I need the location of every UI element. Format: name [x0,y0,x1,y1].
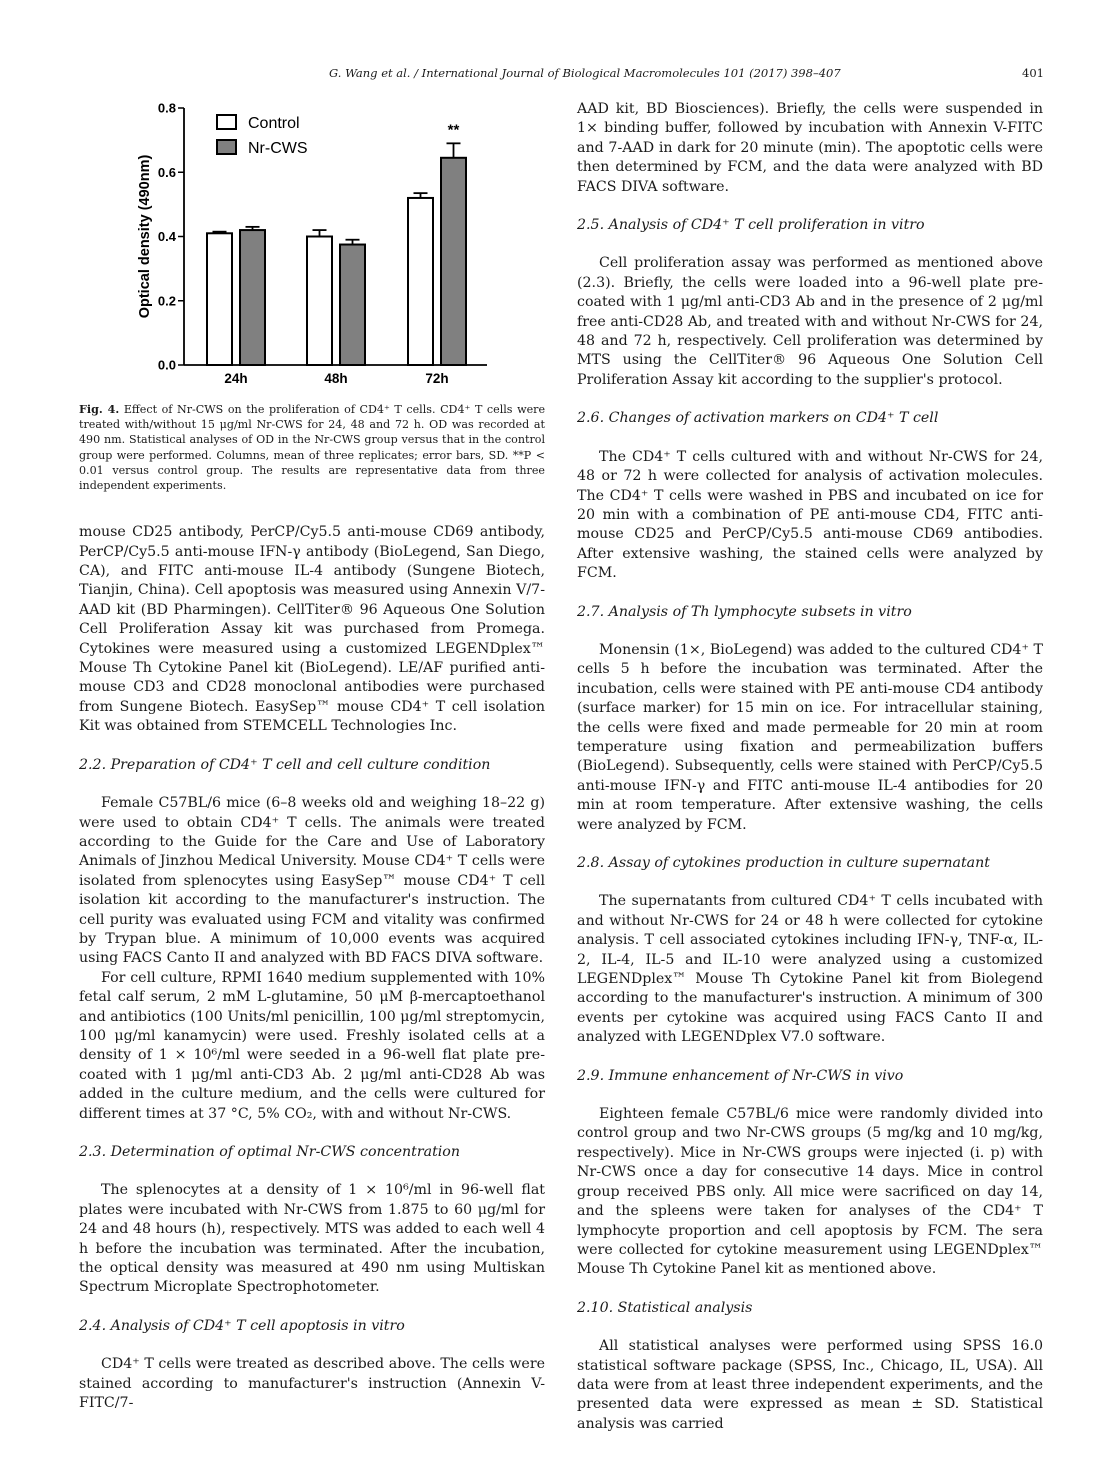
y-tick-label: 0.8 [157,100,176,116]
section-heading-2-4: 2.4. Analysis of CD4⁺ T cell apoptosis in vitro [79,1317,405,1334]
paragraph: The CD4⁺ T cells cultured with and without Nr-CWS for 24, 48 or 72 h were collected for analysis of activation molecules. The CD4⁺ T cells were washed in PBS and incubated on ice for 20 min with a combination of PE anti-mouse CD4, FITC anti-mouse CD25 and PerCP/Cy5.5 anti-mouse CD69 antibodies. After extensive washing, the stained cells were analyzed by FCM. [577,448,1043,582]
y-tick-label: 0.4 [157,229,176,244]
section-heading-2-8: 2.8. Assay of cytokines production in culture supernatant [577,855,990,871]
section-heading-2-10: 2.10. Statistical analysis [577,1299,753,1316]
y-axis-label: Optical density (490nm) [137,154,153,319]
bar-nr-cws-72h [441,158,466,365]
y-tick-label: 0.2 [157,293,176,309]
left-column [79,100,545,1413]
paragraph: mouse CD25 antibody, PerCP/Cy5.5 anti-mouse CD69 antibody, PerCP/Cy5.5 anti-mouse IFN-γ antibody (BioLegend, San Diego, CA), and FITC anti-mouse IL-4 antibody (Sungene Biotech, Tianjin, China). Cell apoptosis was measured using Annexin V/7-AAD kit (BD Pharmingen). CellTiter® 96 Aqueous One Solution Cell Proliferation Assay kit was purchased from Promega. Cytokines were measured using a customized LEGENDplex™ Mouse Th Cytokine Panel kit (BioLegend). LE/AF purified anti-mouse CD3 and CD28 monoclonal antibodies were purchased from Sungene Biotech. EasySep™ mouse CD4⁺ T cell isolation Kit was obtained from STEMCELL Technologies Inc. [79,524,545,735]
paragraph: AAD kit, BD Biosciences). Briefly, the cells were suspended in 1× binding buffer, followed by incubation with Annexin V-FITC and 7-AAD in dark for 20 minute (min). The apoptotic cells were then determined by FCM, and the data were analyzed with BD FACS DIVA software. [577,101,1043,195]
legend-swatch-nr-cws [217,140,236,154]
paragraph: The splenocytes at a density of 1 × 10⁶/ml in 96-well flat plates were incubated with Nr-CWS from 1.875 to 60 μg/ml for 24 and 48 hours (h), respectively. MTS was added to each well 4 h before the incubation was terminated. After the incubation, the optical density was measured at 490 nm using Multiskan Spectrum Microplate Spectrophotometer. [79,1182,545,1296]
paragraph: The supernatants from cultured CD4⁺ T cells incubated with and without Nr-CWS for 24 or 48 h were collected for cytokine analysis. T cell associated cytokines including IFN-γ, TNF-α, IL-2, IL-4, IL-5 and IL-10 were analyzed using a customized LEGENDplex™ Mouse Th Cytokine Panel kit from Biolegend according to the manufacturer's instruction. A minimum of 300 events per cytokine was acquired using FACS Canto II and analyzed with LEGENDplex V7.0 software. [577,893,1043,1046]
section-heading-2-5: 2.5. Analysis of CD4⁺ T cell proliferation in vitro [577,217,925,234]
x-tick-label: 72h [425,371,449,386]
paragraph: Female C57BL/6 mice (6–8 weeks old and weighing 18–22 g) were used to obtain CD4⁺ T cells. The animals were treated according to the Guide for the Care and Use of Laboratory Animals of Jinzhou Medical University. Mouse CD4⁺ T cells were isolated from splenocytes using EasySep™ mouse CD4⁺ T cell isolation kit according to the manufacturer's instruction. The cell purity was evaluated using FCM and vitality was confirmed by Trypan blue. A minimum of 10,000 events was acquired using FACS Canto II and analyzed with BD FACS DIVA software. [79,795,545,967]
section-heading-2-2: 2.2. Preparation of CD4⁺ T cell and cell culture condition [79,756,491,773]
paragraph: All statistical analyses were performed using SPSS 16.0 statistical software package (SPSS, Inc., Chicago, IL, USA). All data were from at least three independent experiments, and the presented data were expressed as mean ± SD. Statistical analysis was carried [577,1338,1043,1432]
bar-control-72h [408,198,433,365]
section-heading-2-3: 2.3. Determination of optimal Nr-CWS concentration [79,1144,460,1160]
figure-4 [79,100,545,400]
paragraph: Eighteen female C57BL/6 mice were randomly divided into control group and two Nr-CWS groups (5 mg/kg and 10 mg/kg, respectively). Mice in Nr-CWS groups were injected (i. p) with Nr-CWS once a day for consecutive 14 days. Mice in control group received PBS only. All mice were sacrificed on day 14, and the spleens were taken for analyses of the CD4⁺ T lymphocyte proportion and cell apoptosis by FCM. The sera were collected for cytokine measurement using LEGENDplex™ Mouse Th Cytokine Panel kit as mentioned above. [577,1106,1043,1278]
bar-chart [79,100,545,400]
bar-control-24h [207,233,232,365]
section-heading-2-9: 2.9. Immune enhancement of Nr-CWS in vivo [577,1067,904,1084]
running-title: G. Wang et al. / International Journal of Biological Macromolecules 101 (2017) 398–407 [329,66,841,80]
y-tick-label: 0.6 [157,164,176,180]
section-heading-2-6: 2.6. Changes of activation markers on CD4⁺ T cell [577,410,939,427]
paragraph: Cell proliferation assay was performed as mentioned above (2.3). Briefly, the cells were loaded into a 96-well plate pre-coated with 1 μg/ml anti-CD3 Ab and in the presence of 2 μg/ml free anti-CD28 Ab, and treated with and without Nr-CWS for 24, 48 and 72 h, respectively. Cell proliferation was determined by MTS using the CellTiter® 96 Aqueous One Solution Cell Proliferation Assay kit according to the supplier's protocol. [577,255,1043,388]
legend-label-nr-cws: Nr-CWS [248,140,308,157]
legend-label-control: Control [248,115,300,132]
bar-nr-cws-24h [240,230,265,365]
x-tick-label: 24h [224,371,248,386]
section-heading-2-7: 2.7. Analysis of Th lymphocyte subsets in vitro [577,603,912,620]
significance-marker: ** [447,121,460,139]
x-tick-label: 48h [324,371,348,386]
page-number: 401 [1022,66,1044,80]
paragraph: For cell culture, RPMI 1640 medium supplemented with 10% fetal calf serum, 2 mM L-glutamine, 50 μM β-mercaptoethanol and antibiotics (100 Units/ml penicillin, 100 μg/ml streptomycin, 100 μg/ml kanamycin) were used. Freshly isolated cells at a density of 1 × 10⁶/ml were seeded in a 96-well flat plate pre-coated with 1 μg/ml anti-CD3 Ab. 2 μg/ml anti-CD28 Ab was added in the culture medium, and the cells were cultured for different times at 37 °C, 5% CO₂, with and without Nr-CWS. [79,969,545,1122]
running-head [0,66,1102,82]
right-column [577,100,1043,1434]
figure-caption [79,402,545,493]
paragraph: Monensin (1×, BioLegend) was added to the cultured CD4⁺ T cells 5 h before the incubation was terminated. After the incubation, cells were stained with PE anti-mouse CD4 antibody (surface marker) for 15 min on ice. For intracellular staining, the cells were fixed and made permeable for 20 min at room temperature using fixation and permeabilization buffers (BioLegend). Subsequently, cells were stained with PerCP/Cy5.5 anti-mouse IFN-γ and FITC anti-mouse IL-4 antibodies for 20 min at room temperature. After extensive washing, the cells were analyzed by FCM. [577,641,1043,833]
legend-swatch-control [217,115,236,129]
bar-nr-cws-48h [340,245,365,365]
paragraph: CD4⁺ T cells were treated as described above. The cells were stained according to manufacturer's instruction (Annexin V-FITC/7- [79,1356,545,1412]
y-tick-label: 0.0 [157,357,176,373]
figure-caption-text: Effect of Nr-CWS on the proliferation of CD4⁺ T cells. CD4⁺ T cells were treated with/without 15 μg/ml Nr-CWS for 24, 48 and 72 h. OD was recorded at 490 nm. Statistical analyses of OD in the Nr-CWS group versus that in the control group were performed. Columns, mean of three replicates; error bars, SD. **P < 0.01 versus control group. The results are representative data from three independent experiments. [79,403,546,493]
figure-label: Fig. 4. [79,403,120,416]
bar-control-48h [307,237,332,366]
